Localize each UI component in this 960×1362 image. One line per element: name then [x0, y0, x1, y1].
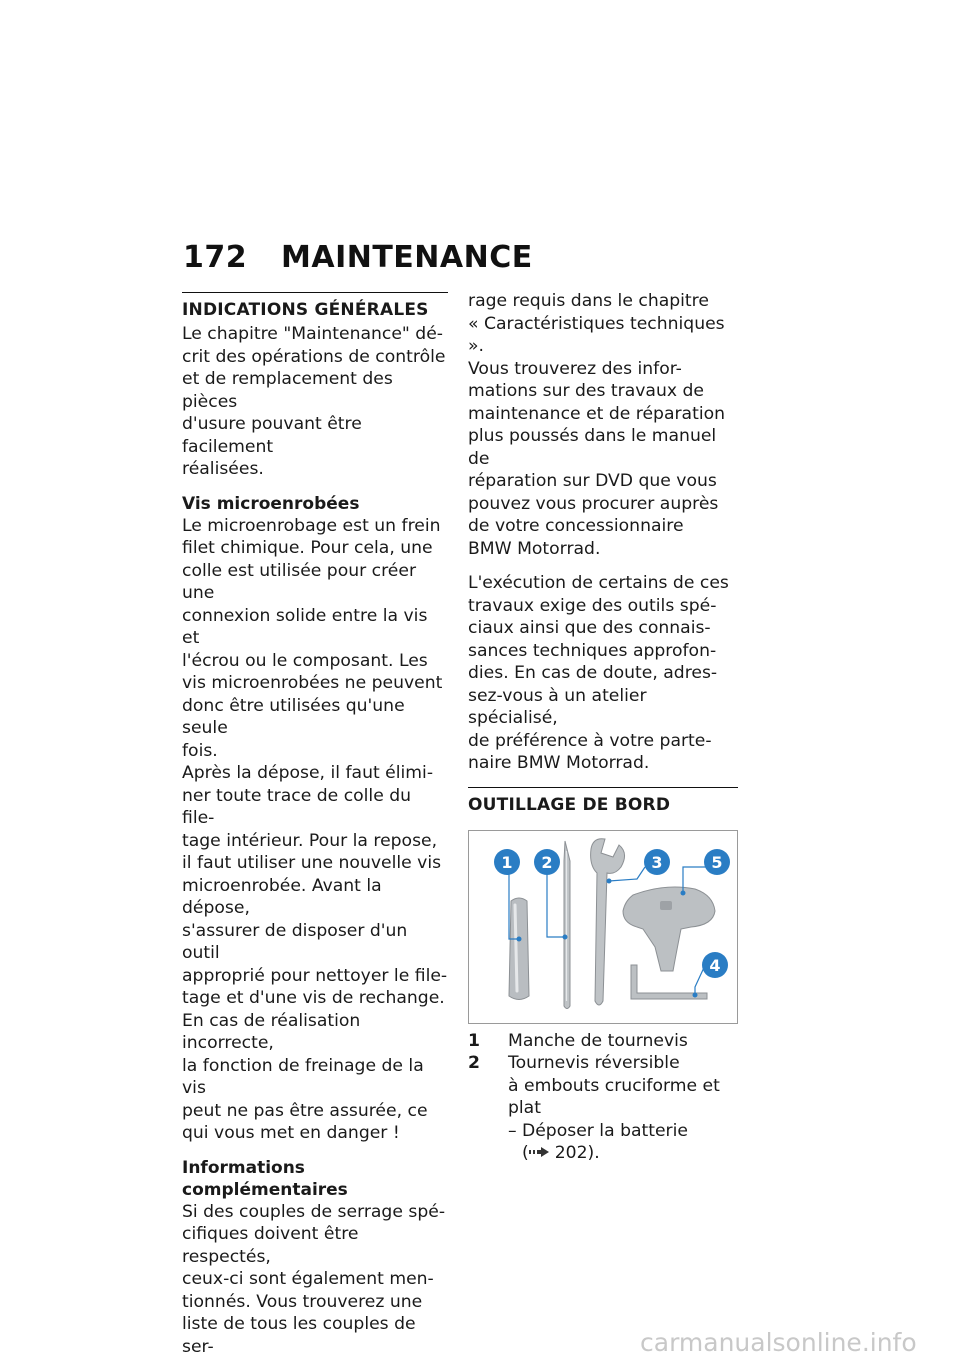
svg-text:5: 5: [711, 852, 723, 872]
legend-item: 1 Manche de tournevis: [468, 1030, 688, 1051]
callout-5: [704, 849, 730, 875]
right-column: [468, 290, 738, 1165]
watermark: carmanualsonline.info: [640, 1328, 917, 1357]
legend-item: 2 Tournevis réversible à embouts cruciforme et plat: [468, 1053, 720, 1118]
wrench-illustration: [591, 838, 625, 1004]
page-number: 172: [183, 240, 248, 275]
svg-text:3: 3: [651, 852, 663, 872]
chapter-title: MAINTENANCE: [281, 240, 533, 275]
microenrobed-paragraph-1: Le microenrobage est un frein filet chimique. Pour cela, une colle est utilisée pour créer une connexion solide entre la vis et l'écrou ou le composant. Les vis microenrobées ne peuvent donc être utilisées qu'une seule fois.: [182, 515, 443, 761]
section-heading-toolkit: OUTILLAGE DE BORD: [468, 794, 671, 815]
figure-legend: [468, 1030, 738, 1165]
section-rule: [182, 292, 448, 293]
svg-text:1: 1: [501, 852, 513, 872]
special-tools-paragraph: L'exécution de certains de ces travaux exige des outils spé- ciaux ainsi que des connais- sances techniques approfon- dies. En cas de doute, adres- sez-vous à un atelier spécialisé, de préférence à votre parte- naire BMW Motorrad.: [468, 573, 729, 773]
subheading-microenrobed: Vis microenrobées: [182, 493, 360, 514]
reversible-screwdriver-illustration: [564, 841, 570, 1009]
toolkit-illustration: [469, 831, 737, 1023]
svg-text:2: 2: [541, 852, 553, 872]
left-column: [182, 292, 448, 1358]
svg-text:4: 4: [709, 955, 721, 975]
page-reference-link[interactable]: ( 202).: [522, 1143, 600, 1164]
microenrobed-paragraph-2: Après la dépose, il faut élimi- ner toute trace de colle du file- tage intérieur. Pour la repose, il faut utiliser une nouvelle vis microenrobée. Avant la dépose, s'assurer de disposer d'un outil approprié pour nettoyer le file- tage et d'une vis de rechange. En cas de réalisation incorrecte, la fonction de freinage de la vis peut ne pas être assurée, ce qui vous met en danger !: [182, 763, 448, 1143]
subheading-additional-info: Informations complémentaires: [182, 1157, 348, 1200]
callout-2: [534, 849, 560, 875]
t-handle-illustration: [623, 887, 715, 971]
page-reference-arrow-icon: [529, 1142, 555, 1165]
section-heading-general: INDICATIONS GÉNÉRALES: [182, 300, 429, 320]
section-rule: [468, 787, 738, 788]
additional-info-paragraph: Si des couples de serrage spé- cifiques doivent être respectés, ceux-ci sont également men- tionnés. Vous trouverez une liste de tous les couples de ser-: [182, 1201, 446, 1357]
torque-reference-paragraph: rage requis dans le chapitre « Caractéristiques techniques ». Vous trouverez des infor- mations sur des travaux de maintenance et de réparation plus poussés dans le manuel de réparation sur DVD que vous pouvez vous procurer auprès de votre concessionnaire BMW Motorrad.: [468, 291, 726, 559]
toolkit-figure: [468, 830, 738, 1024]
callout-4: [702, 952, 728, 978]
callout-1: [494, 849, 520, 875]
intro-paragraph: Le chapitre "Maintenance" dé- crit des opérations de contrôle et de remplacement des pièces d'usure pouvant être facilement réalisées.: [182, 324, 446, 479]
page-header: [183, 240, 533, 275]
screwdriver-handle-illustration: [509, 898, 529, 1000]
procedure-step: – Déposer la batterie ( 202).: [508, 1120, 688, 1164]
callout-3: [644, 849, 670, 875]
